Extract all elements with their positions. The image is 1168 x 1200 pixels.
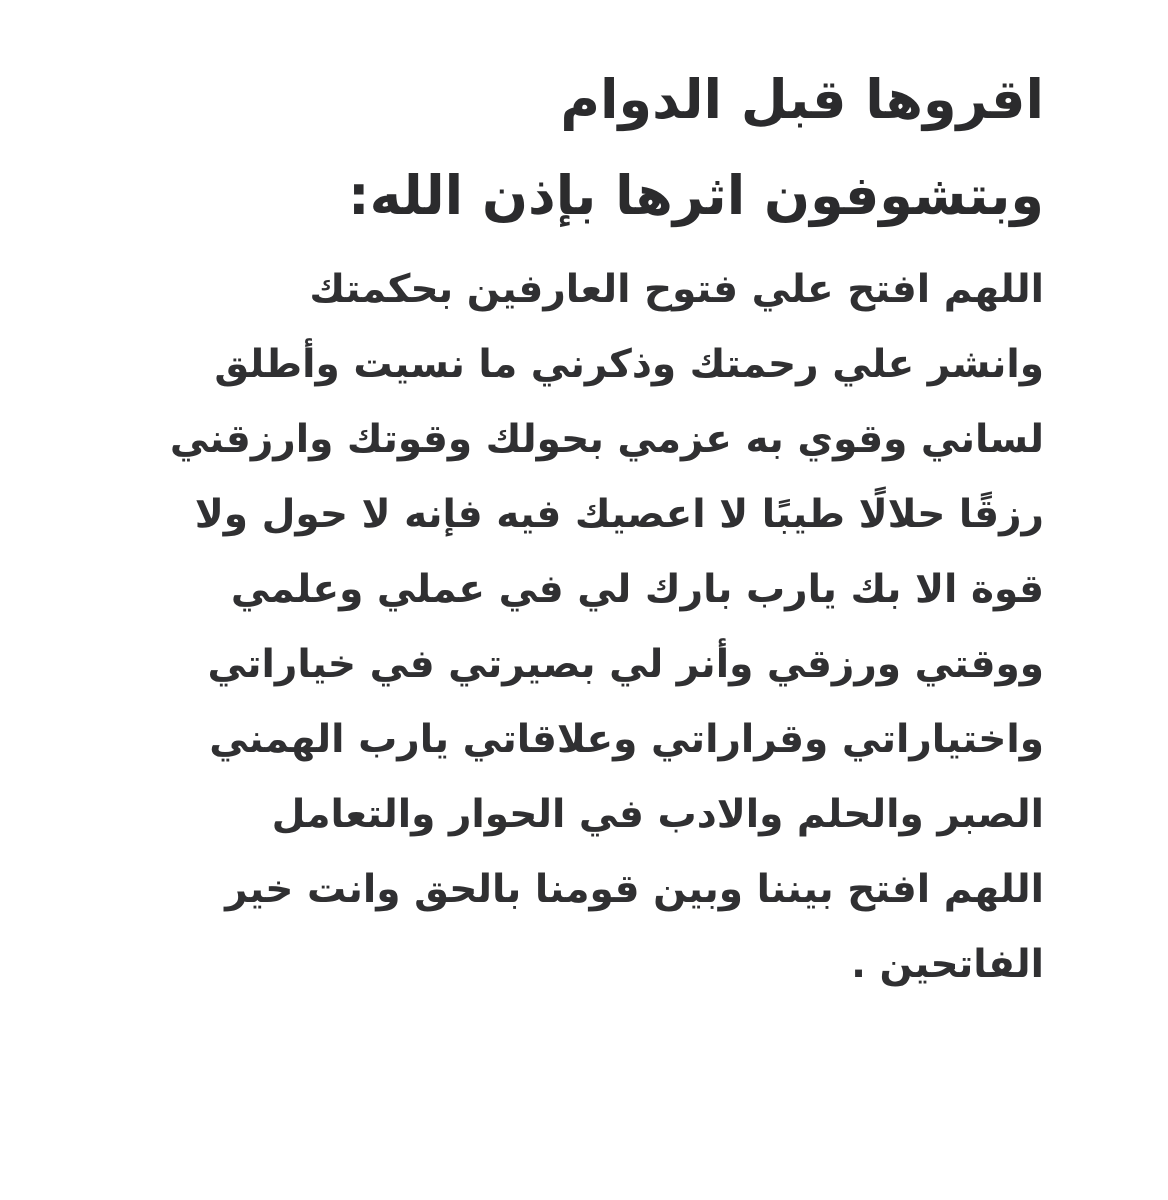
body-line: قوة الا بك يارب بارك لي في عملي وعلمي — [230, 567, 1044, 612]
body-line: وانشر علي رحمتك وذكرني ما نسيت وأطلق — [214, 342, 1044, 387]
body-line: اللهم افتح بيننا وبين قومنا بالحق وانت خير — [225, 867, 1044, 912]
body-line: رزقًا حلالًا طيبًا لا اعصيك فيه فإنه لا حول ولا — [194, 492, 1044, 537]
body-line: ووقتي ورزقي وأنر لي بصيرتي في خياراتي — [207, 642, 1044, 687]
body-line: الصبر والحلم والادب في الحوار والتعامل — [271, 792, 1044, 837]
title-line: وبتشوفون اثرها بإذن الله: — [347, 164, 1044, 227]
body-line: واختياراتي وقراراتي وعلاقاتي يارب الهمني — [209, 717, 1044, 762]
body-line: لساني وقوي به عزمي بحولك وقوتك وارزقني — [169, 417, 1044, 462]
body-line: الفاتحين . — [851, 942, 1044, 987]
post-body — [114, 252, 1044, 1002]
post-content — [114, 52, 1044, 1002]
post-title — [114, 52, 1044, 244]
body-line: اللهم افتح علي فتوح العارفين بحكمتك — [309, 267, 1044, 312]
title-line: اقروها قبل الدوام — [560, 68, 1044, 131]
